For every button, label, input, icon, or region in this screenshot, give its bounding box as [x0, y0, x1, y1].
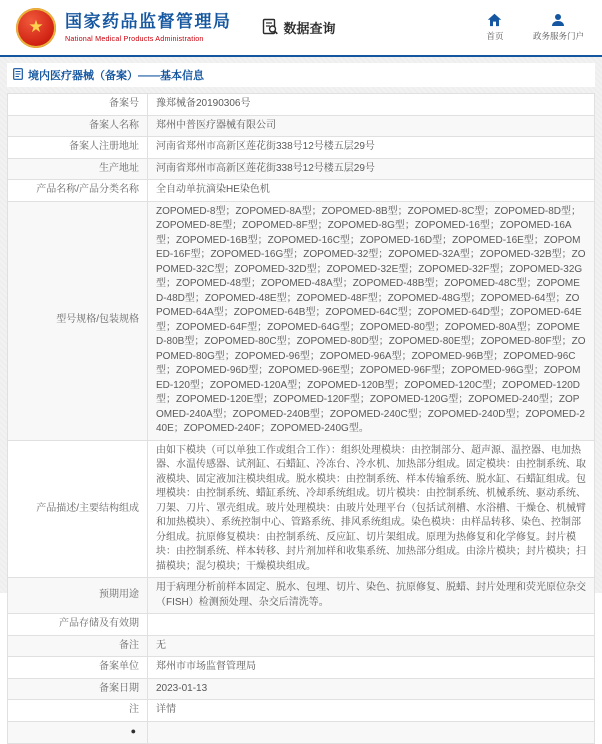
- main-content: [0, 57, 602, 736]
- row-value: [148, 721, 595, 743]
- user-icon: [551, 13, 565, 27]
- nav-portal-label: 政务服务门户: [532, 31, 584, 41]
- row-label: 型号规格/包装规格: [8, 201, 148, 440]
- site-logo[interactable]: [16, 8, 232, 48]
- table-row-model-specs: [8, 201, 595, 440]
- table-row-record-number: [8, 94, 595, 116]
- table-row-storage-validity: [8, 614, 595, 636]
- table-row-filer-name: [8, 115, 595, 137]
- row-value: 河南省郑州市高新区莲花街338号12号楼五层29号: [148, 137, 595, 159]
- doc-search-icon: [262, 18, 279, 38]
- nav-data-query-label: 数据查询: [283, 21, 336, 36]
- row-value: ZOPOMED-8型；ZOPOMED-8A型；ZOPOMED-8B型；ZOPOMED-8C型；ZOPOMED-8D型；ZOPOMED-8E型；ZOPOMED-8F型；ZOPOMED-8G型；ZOPOMED-16型；ZOPOMED-16A型；ZOPOMED-16B型；ZOPOMED-16C型；ZOPOMED-16D型；ZOPOMED-16E型；ZOPOMED-16F型；ZOPOMED-16G型；ZOPOMED-32型；ZOPOMED-32A型；ZOPOMED-32B型；ZOPOMED-32C型；ZOPOMED-32D型；ZOPOMED-32E型；ZOPOMED-32F型；ZOPOMED-32G型；ZOPOMED-48型；ZOPOMED-48A型；ZOPOMED-48B型；ZOPOMED-48C型；ZOPOMED-48D型；ZOPOMED-48E型；ZOPOMED-48F型；ZOPOMED-48G型；ZOPOMED-64型；ZOPOMED-64A型；ZOPOMED-64B型；ZOPOMED-64C型；ZOPOMED-64D型；ZOPOMED-64E型；ZOPOMED-64F型；ZOPOMED-64G型；ZOPOMED-80型；ZOPOMED-80A型；ZOPOMED-80B型；ZOPOMED-80C型；ZOPOMED-80D型；ZOPOMED-80E型；ZOPOMED-80F型；ZOPOMED-80G型；ZOPOMED-96型；ZOPOMED-96A型；ZOPOMED-96B型；ZOPOMED-96C型；ZOPOMED-96D型；ZOPOMED-96E型；ZOPOMED-96F型；ZOPOMED-96G型；ZOPOMED-120型；ZOPOMED-120A型；ZOPOMED-120B型；ZOPOMED-120C型；ZOPOMED-120D型；ZOPOMED-120E型；ZOPOMED-120F型；ZOPOMED-120G型；ZOPOMED-240型；ZOPOMED-240A型；ZOPOMED-240B型；ZOPOMED-240C型；ZOPOMED-240D型；ZOPOMED-240E；ZOPOMED-240F；ZOPOMED-240G型。: [148, 201, 595, 440]
- row-label: 备案单位: [8, 657, 148, 679]
- page-title: 境内医疗器械（备案）——基本信息: [28, 70, 204, 82]
- table-row-filer-address: [8, 137, 595, 159]
- row-value: 河南省郑州市高新区莲花街338号12号楼五层29号: [148, 158, 595, 180]
- site-header: [0, 0, 602, 57]
- row-value: 全自动单抗滴染HE染色机: [148, 180, 595, 202]
- row-label: 备案号: [8, 94, 148, 116]
- row-label: [8, 721, 148, 743]
- nav-home[interactable]: [481, 13, 509, 42]
- row-value: 郑州中普医疗器械有限公司: [148, 115, 595, 137]
- row-value: 郑州市市场监督管理局: [148, 657, 595, 679]
- home-icon: [487, 13, 502, 27]
- header-nav: [481, 13, 584, 42]
- brand-text: [65, 12, 232, 43]
- nav-data-query[interactable]: [262, 18, 336, 38]
- table-row-note: [8, 721, 595, 743]
- row-value: 用于病理分析前样本固定、脱水、包埋、切片、染色、抗原修复、脱蜡、封片处理和荧光原位杂交（FISH）检测预处理、杂交后清洗等。: [148, 578, 595, 614]
- row-label: 备案日期: [8, 678, 148, 700]
- section-title-bar: [7, 63, 595, 87]
- table-row-product-description: [8, 440, 595, 578]
- agency-name-cn: 国家药品监督管理局: [65, 12, 232, 32]
- table-row-change-history: [8, 700, 595, 722]
- nav-portal[interactable]: [533, 13, 584, 42]
- table-row-intended-use: [8, 578, 595, 614]
- row-value: [148, 614, 595, 636]
- row-value: 详情: [148, 700, 595, 722]
- row-label: 产品描述/主要结构组成: [8, 440, 148, 578]
- row-label: 产品存储及有效期: [8, 614, 148, 636]
- row-value: 由如下模块（可以单独工作或组合工作）：组织处理模块：由控制部分、超声源、温控器、电加热器、水温传感器、试剂缸、石蜡缸、冷冻台、冷水机、加热部分组成。固定模块：由控制系统、取液模块、固定液加注模块组成。脱水模块：由控制系统、样本传输系统、脱水缸、石蜡缸组成。包埋模块：由控制系统、蜡缸系统、冷却系统组成。切片模块：由控制系统、机械系统、驱动系统、刀架、刀片、罩壳组成。玻片处理模块：由玻片处理平台（包括试剂槽、水浴槽、干燥仓、机械臂和加热模块）、系统控制中心、管路系统、排风系统组成。染色模块：由样品转移、染色、控制部分组成。抗原修复模块：由控制系统、反应缸、切片架组成。原理为热修复和化学修复。封片模块：由控制系统、样本转移、封片剂加样和收集系统、加热部分组成。由涂片模块；封片模块；扫描模块；混匀模块；干燥模块组成。: [148, 440, 595, 578]
- row-label: 注: [8, 700, 148, 722]
- emblem-star-glyph: ★: [28, 17, 44, 36]
- row-value: 无: [148, 635, 595, 657]
- note-bullet-icon: ●: [130, 725, 136, 736]
- table-row-production-address: [8, 158, 595, 180]
- row-label: 产品名称/产品分类名称: [8, 180, 148, 202]
- table-row-product-name: [8, 180, 595, 202]
- table-row-remarks: [8, 635, 595, 657]
- row-label: 备注: [8, 635, 148, 657]
- national-emblem-icon: [16, 8, 56, 48]
- row-label: 备案人名称: [8, 115, 148, 137]
- table-row-filing-authority: [8, 657, 595, 679]
- row-label: 生产地址: [8, 158, 148, 180]
- agency-name-en: National Medical Products Administration: [65, 33, 204, 43]
- row-value: 2023-01-13: [148, 678, 595, 700]
- row-value: 豫郑械备20190306号: [148, 94, 595, 116]
- table-row-filing-date: [8, 678, 595, 700]
- record-table: [7, 93, 595, 744]
- document-icon: [13, 68, 23, 83]
- row-label: 预期用途: [8, 578, 148, 614]
- row-label: 备案人注册地址: [8, 137, 148, 159]
- nav-home-label: 首页: [486, 31, 504, 41]
